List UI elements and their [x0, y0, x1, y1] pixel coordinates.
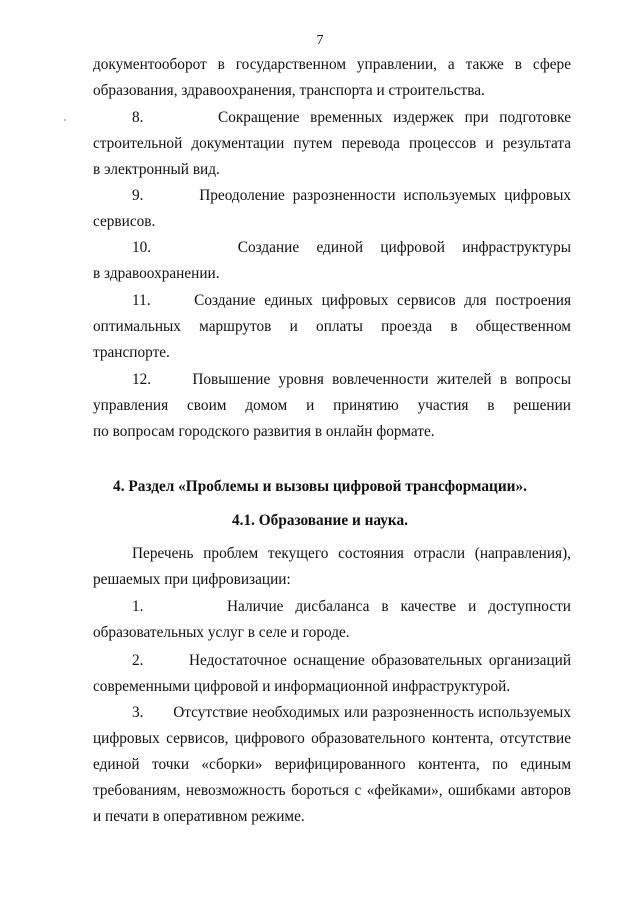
- text-line: 11. Создание единых цифровых сервисов для построения: [132, 292, 571, 309]
- text-line: 3. Отсутствие необходимых или разрозненность используемых: [132, 704, 571, 721]
- list-item-10: [93, 235, 571, 287]
- text-line: образования, здравоохранения, транспорта и строительства.: [93, 82, 485, 99]
- text-line: транспорте.: [93, 344, 170, 361]
- intro-paragraph: [93, 541, 571, 593]
- text-line: оптимальных маршрутов и оплаты проезда в общественном: [93, 318, 571, 335]
- text-line: 10. Создание единой цифровой инфраструктуры: [132, 239, 571, 256]
- text-line: 12. Повышение уровня вовлеченности жителей в вопросы: [132, 371, 571, 388]
- text-line: образовательных услуг в селе и городе.: [93, 624, 350, 641]
- problem-item-1: [93, 594, 571, 646]
- subsection-heading: 4.1. Образование и наука.: [232, 512, 408, 529]
- text-line: строительной документации путем перевода процессов и результата: [93, 135, 571, 152]
- text-line: управления своим домом и принятию участия в решении: [93, 397, 571, 414]
- list-item-continued: [93, 52, 571, 104]
- text-line: в здравоохранении.: [93, 265, 220, 282]
- text-line: 2. Недостаточное оснащение образовательных организаций: [132, 652, 571, 669]
- text-line: сервисов.: [93, 213, 156, 230]
- text-line: и печати в оперативном режиме.: [93, 808, 305, 825]
- text-line: 1. Наличие дисбаланса в качестве и доступности: [132, 598, 571, 615]
- problem-item-3: [93, 700, 571, 830]
- section-heading: 4. Раздел «Проблемы и вызовы цифровой трансформации».: [113, 478, 527, 495]
- text-line: 9. Преодоление разрозненности используемых цифровых: [132, 187, 571, 204]
- text-line: требованиям, невозможность бороться с «фейками», ошибками авторов: [93, 782, 571, 799]
- text-line: единой точки «сборки» верифицированного контента, по единым: [93, 756, 571, 773]
- text-line: Перечень проблем текущего состояния отрасли (направления),: [132, 545, 571, 562]
- text-line: в электронный вид.: [93, 161, 220, 178]
- text-line: по вопросам городского развития в онлайн формате.: [93, 423, 435, 440]
- problem-item-2: [93, 648, 571, 700]
- text-line: документооборот в государственном управлении, а также в сфере: [93, 56, 571, 73]
- page-number: 7: [316, 33, 324, 48]
- text-line: цифровых сервисов, цифрового образовательного контента, отсутствие: [93, 730, 571, 747]
- text-line: решаемых при цифровизации:: [93, 571, 291, 588]
- list-item-9: [93, 183, 571, 235]
- list-item-11: [93, 288, 571, 366]
- text-line: современными цифровой и информационной инфраструктурой.: [93, 678, 511, 695]
- scan-speck: [64, 119, 66, 121]
- text-line: 8. Сокращение временных издержек при подготовке: [132, 109, 571, 126]
- list-item-8: [93, 105, 571, 183]
- list-item-12: [93, 367, 571, 445]
